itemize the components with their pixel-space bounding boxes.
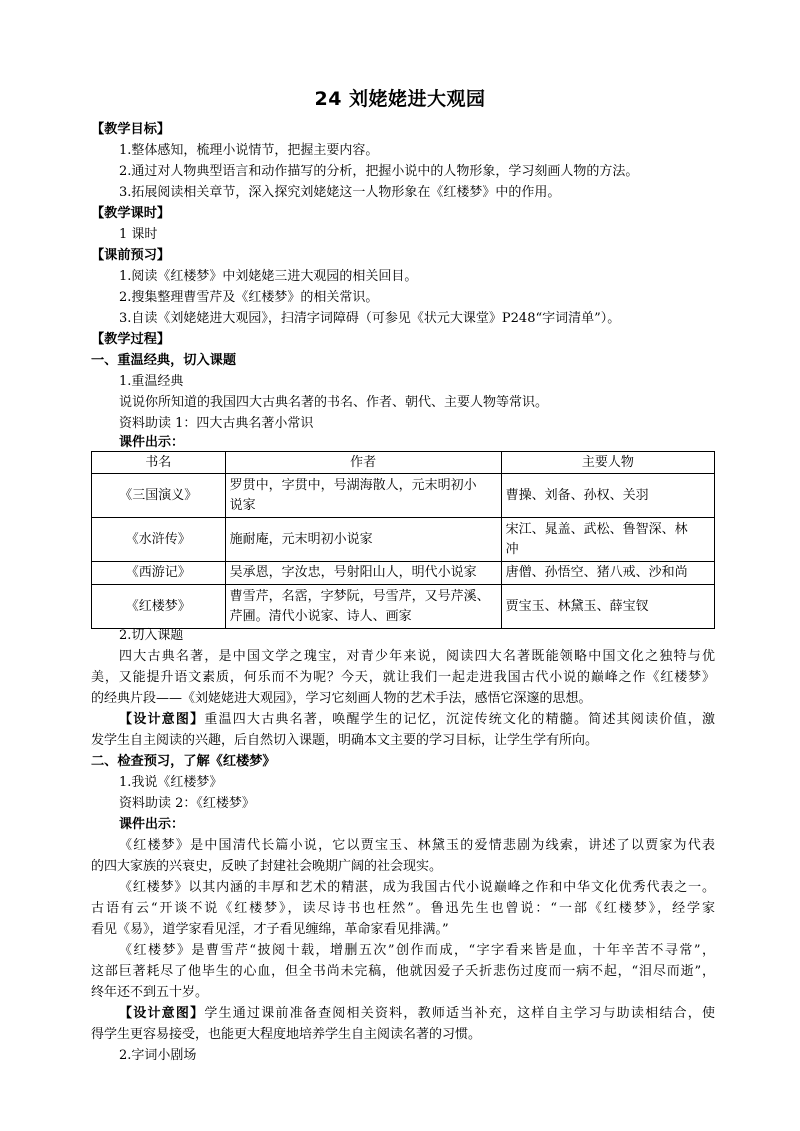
section1-intent: 【设计意图】重温四大古典名著，唤醒学生的记忆，沉淀传统文化的精髓。简述其阅读价值，激 (119, 712, 715, 727)
section2-paragraph: 终年还不到五十岁。 (91, 985, 209, 1000)
section2-paragraph: 古语有云“开谈不说《红楼梦》，读尽诗书也枉然”。鲁迅先生也曾说：“一部《红楼梦》，经学家 (91, 901, 715, 916)
table-cell-book: 《西游记》 (92, 562, 226, 585)
goal-item: 2.通过对人物典型语言和动作描写的分析，把握小说中的人物形象，学习刻画人物的方法。 (119, 164, 639, 179)
table-cell-author: 施耐庵，元末明初小说家 (225, 518, 501, 562)
table-cell-characters: 唐僧、孙悟空、猪八戒、沙和尚 (501, 562, 714, 585)
section2-paragraph: 《红楼梦》是中国清代长篇小说，它以贾宝玉、林黛玉的爱情悲剧为线索，讲述了以贾家为代表 (119, 838, 715, 853)
section2-paragraph: 《红楼梦》以其内涵的丰厚和艺术的精湛，成为我国古代小说巅峰之作和中华文化优秀代表之一。 (119, 880, 715, 895)
table-row (92, 518, 715, 562)
hours-value: 1 课时 (119, 227, 158, 242)
table-cell-book: 《三国演义》 (92, 474, 226, 518)
section1-paragraph: 四大古典名著，是中国文学之瑰宝，对青少年来说，阅读四大名著既能领略中国文化之独特与优 (119, 649, 715, 664)
table-cell-characters: 宋江、晁盖、武松、鲁智深、林 冲 (501, 518, 714, 562)
table-header: 主要人物 (501, 452, 714, 474)
table-cell-author: 吴承恩，字汝忠，号射阳山人，明代小说家 (225, 562, 501, 585)
section1-line1: 说说你所知道的我国四大古典名著的书名、作者、朝代、主要人物等常识。 (119, 395, 549, 410)
section2-sub2: 2.字词小剧场 (119, 1048, 197, 1063)
table-row (92, 585, 715, 629)
section1-heading: 一、重温经典，切入课题 (91, 353, 237, 368)
table-row (92, 562, 715, 585)
intent-label: 【设计意图】 (119, 1006, 205, 1021)
courseware-label: 课件出示： (119, 817, 185, 832)
section2-heading: 二、检查预习，了解《红楼梦》 (91, 754, 276, 769)
table-cell-book: 《水浒传》 (92, 518, 226, 562)
section2-intent: 得学生更容易接受，也能更大程度地培养学生自主阅读名著的习惯。 (91, 1027, 482, 1042)
section1-paragraph: 美，又能提升语文素质，何乐而不为呢？今天，就让我们一起走进我国古代小说的巅峰之作《红楼梦》 (91, 670, 715, 685)
process-heading: 【教学过程】 (91, 332, 171, 347)
aid2: 资料助读 2：《红楼梦》 (119, 796, 255, 811)
section2-intent: 【设计意图】学生通过课前准备查阅相关资料，教师适当补充，这样自主学习与助读相结合，使 (119, 1006, 715, 1021)
courseware-label: 课件出示： (119, 435, 185, 450)
table-header-row (92, 452, 715, 474)
section1-paragraph: 的经典片段——《刘姥姥进大观园》，学习它刻画人物的艺术手法，感悟它深邃的思想。 (91, 691, 592, 706)
preview-item: 2.搜集整理曹雪芹及《红楼梦》的相关常识。 (119, 290, 379, 305)
section2-paragraph: 的四大家族的兴衰史，反映了封建社会晚期广阔的社会现实。 (91, 859, 443, 874)
section2-paragraph: 《红楼梦》是曹雪芹“披阅十载，增删五次”创作而成，“字字看来皆是血，十年辛苦不寻常”， (119, 943, 715, 958)
intent-label: 【设计意图】 (119, 712, 205, 727)
table-row (92, 474, 715, 518)
section1-intent: 发学生自主阅读的兴趣，后自然切入课题，明确本文主要的学习目标，让学生学有所向。 (91, 733, 599, 748)
section1-sub2: 2.切入课题 (119, 628, 184, 643)
goals-heading: 【教学目标】 (91, 122, 171, 137)
table-cell-author: 罗贯中，字贯中，号湖海散人，元末明初小 说家 (225, 474, 501, 518)
aid1: 资料助读 1：四大古典名著小常识 (119, 416, 314, 431)
preview-heading: 【课前预习】 (91, 248, 171, 263)
classics-table (91, 451, 715, 629)
table-cell-author: 曹雪芹，名霑，字梦阮，号雪芹，又号芹溪、 芹圃。清代小说家、诗人、画家 (225, 585, 501, 629)
table-cell-characters: 贾宝玉、林黛玉、薛宝钗 (501, 585, 714, 629)
hours-heading: 【教学课时】 (91, 206, 171, 221)
goal-item: 1.整体感知，梳理小说情节，把握主要内容。 (119, 143, 379, 158)
preview-item: 1.阅读《红楼梦》中刘姥姥三进大观园的相关回目。 (119, 269, 418, 284)
section2-sub1: 1.我说《红楼梦》 (119, 775, 223, 790)
table-header: 作者 (225, 452, 501, 474)
section2-paragraph: 看见《易》，道学家看见淫，才子看见缠绵，革命家看见排满。” (91, 922, 449, 937)
section2-paragraph: 这部巨著耗尽了他毕生的心血，但全书尚未完稿，他就因爱子夭折悲伤过度而一病不起，“泪尽而逝”， (91, 964, 715, 979)
table-cell-characters: 曹操、刘备、孙权、关羽 (501, 474, 714, 518)
page-title: 24 刘姥姥进大观园 (314, 88, 486, 110)
table-header: 书名 (92, 452, 226, 474)
preview-item: 3.自读《刘姥姥进大观园》，扫清字词障碍（可参见《状元大课堂》P248“字词清单”）。 (119, 311, 621, 326)
table-cell-book: 《红楼梦》 (92, 585, 226, 629)
goal-item: 3.拓展阅读相关章节，深入探究刘姥姥这一人物形象在《红楼梦》中的作用。 (119, 185, 561, 200)
section1-sub1: 1.重温经典 (119, 374, 184, 389)
